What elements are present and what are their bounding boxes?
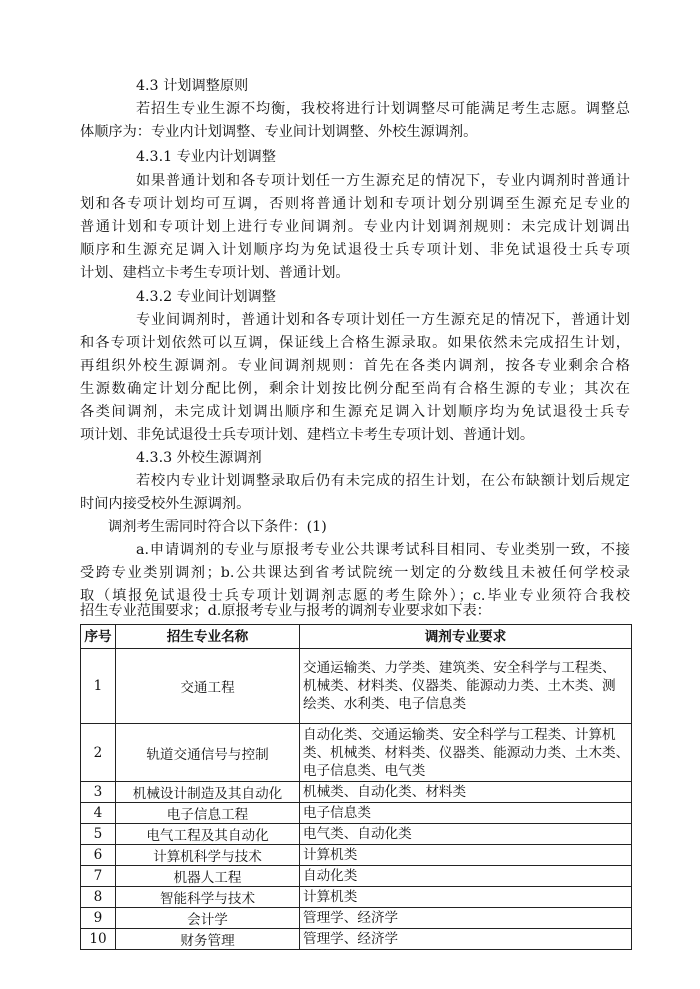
- column-header: 序号: [81, 625, 116, 649]
- major-name: 机器人工程: [116, 866, 300, 887]
- row-number: 7: [81, 866, 116, 887]
- requirement-line: 绘类、水利类、电子信息类: [303, 696, 467, 712]
- paragraph-line: 和各专项计划依然可以互调，保证线上合格生源录取。如果依然未完成招生计划，: [80, 335, 630, 351]
- adjustment-requirements-table: [80, 624, 632, 950]
- paragraph-line: 专业间调剂时，普通计划和各专项计划任一方生源充足的情况下，普通计划: [136, 312, 630, 328]
- column-header: 招生专业名称: [116, 625, 300, 649]
- major-name: 轨道交通信号与控制: [116, 724, 300, 782]
- requirement-cell: 计算机类: [300, 845, 632, 866]
- row-number: 1: [81, 649, 116, 724]
- major-name: 财务管理: [116, 929, 300, 950]
- table-row: [81, 908, 632, 929]
- row-number: 6: [81, 845, 116, 866]
- major-name: 计算机科学与技术: [116, 845, 300, 866]
- requirement-cell: 机械类、自动化类、材料类: [300, 782, 632, 803]
- conditions-intro: 调剂考生需同时符合以下条件：(1): [108, 519, 327, 535]
- major-name: 电气工程及其自动化: [116, 824, 300, 845]
- table-row: [81, 845, 632, 866]
- requirement-cell: 电子信息类: [300, 803, 632, 824]
- paragraph-line: 时间内接受校外生源调剂。: [80, 496, 251, 512]
- heading-4-3-3: 4.3.3 外校生源调剂: [136, 450, 262, 466]
- paragraph-line: 若校内专业计划调整录取后仍有未完成的招生计划，在公布缺额计划后规定: [136, 473, 630, 489]
- table-row: [81, 782, 632, 803]
- major-name: 会计学: [116, 908, 300, 929]
- row-number: 9: [81, 908, 116, 929]
- paragraph-line: 各类间调剂，未完成计划调出顺序和生源充足调入计划顺序均为免试退役士兵专: [80, 404, 630, 420]
- heading-4-3: 4.3 计划调整原则: [136, 78, 249, 94]
- paragraph-line: a.申请调剂的专业与原报考专业公共课考试科目相同、专业类别一致，不接: [136, 542, 630, 558]
- paragraph-line: 计划、建档立卡考生专项计划、普通计划。: [80, 265, 350, 281]
- paragraph-line: 受跨专业类别调剂；b.公共课达到省考试院统一划定的分数线且未被任何学校录: [80, 565, 630, 581]
- requirement-cell: 管理学、经济学: [300, 908, 632, 929]
- paragraph-line: 若招生专业生源不均衡，我校将进行计划调整尽可能满足考生志愿。调整总: [136, 101, 630, 117]
- paragraph-line: 取（填报免试退役士兵专项计划调剂志愿的考生除外）；c.毕业专业须符合我校: [80, 588, 630, 604]
- table-row: [81, 866, 632, 887]
- paragraph-line: 体顺序为：专业内计划调整、专业间计划调整、外校生源调剂。: [80, 124, 478, 140]
- row-number: 5: [81, 824, 116, 845]
- table-row: [81, 824, 632, 845]
- major-name: 智能科学与技术: [116, 887, 300, 908]
- column-header: 调剂专业要求: [300, 625, 632, 649]
- requirement-cell: [300, 649, 632, 724]
- table-row: [81, 803, 632, 824]
- paragraph-line: 生源数确定计划分配比例，剩余计划按比例分配至尚有合格生源的专业；其次在: [80, 381, 630, 397]
- table-row: [81, 887, 632, 908]
- major-name: 机械设计制造及其自动化: [116, 782, 300, 803]
- requirement-line: 机械类、材料类、仪器类、能源动力类、土木类、测: [303, 678, 616, 694]
- heading-4-3-1: 4.3.1 专业内计划调整: [136, 149, 276, 165]
- major-name: 电子信息工程: [116, 803, 300, 824]
- requirement-line: 电子信息类、电气类: [303, 762, 426, 779]
- requirement-line: 交通运输类、力学类、建筑类、安全科学与工程类、: [303, 660, 616, 676]
- requirement-cell: 管理学、经济学: [300, 929, 632, 950]
- paragraph-line: 划和各专项计划均可互调，否则将普通计划和专项计划分别调至生源充足专业的: [80, 196, 630, 212]
- row-number: 3: [81, 782, 116, 803]
- requirement-line: 类、机械类、材料类、仪器类、能源动力类、土木类、: [303, 744, 630, 761]
- heading-4-3-2: 4.3.2 专业间计划调整: [136, 289, 276, 305]
- paragraph-line: 顺序和生源充足调入计划顺序均为免试退役士兵专项计划、非免试退役士兵专项: [80, 242, 630, 258]
- table-row: [81, 724, 632, 782]
- major-name: 交通工程: [116, 649, 300, 724]
- row-number: 4: [81, 803, 116, 824]
- paragraph-line: 如果普通计划和各专项计划任一方生源充足的情况下，专业内调剂时普通计: [136, 173, 630, 189]
- requirement-cell: 计算机类: [300, 887, 632, 908]
- table-row: [81, 929, 632, 950]
- paragraph-line: 招生专业范围要求；d.原报考专业与报考的调剂专业要求如下表：: [80, 603, 491, 619]
- paragraph-line: 再组织外校生源调剂。专业间调剂规则：首先在各类内调剂，按各专业剩余合格: [80, 358, 630, 374]
- table-header-row: [81, 625, 632, 649]
- requirement-cell: 电气类、自动化类: [300, 824, 632, 845]
- requirement-line: 自动化类、交通运输类、安全科学与工程类、计算机: [303, 726, 616, 743]
- row-number: 2: [81, 724, 116, 782]
- row-number: 8: [81, 887, 116, 908]
- requirement-cell: 自动化类: [300, 866, 632, 887]
- table-row: [81, 649, 632, 724]
- paragraph-line: 项计划、非免试退役士兵专项计划、建档立卡考生专项计划、普通计划。: [80, 427, 535, 443]
- row-number: 10: [81, 929, 116, 950]
- paragraph-line: 普通计划和专项计划上进行专业间调剂。专业内计划调剂规则：未完成计划调出: [80, 219, 630, 235]
- requirement-cell: [300, 724, 632, 782]
